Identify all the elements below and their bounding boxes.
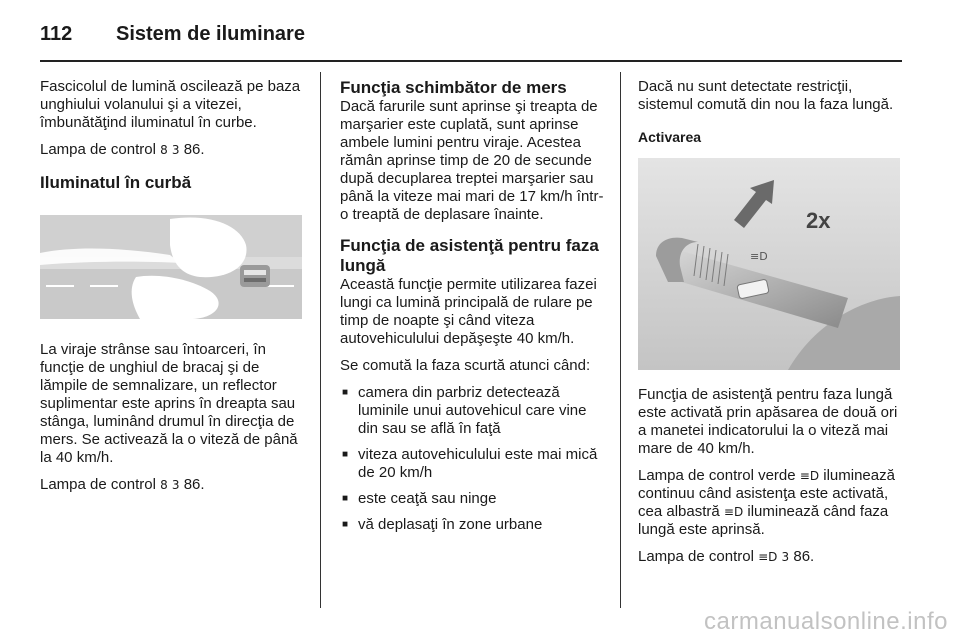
list-item: ■ viteza autovehiculului este mai mică de 20 km/h: [340, 446, 608, 482]
column-1: [40, 78, 302, 503]
paragraph-control-lamps: Lampa de control verde ≡D iluminează continuu când asistenţa este activată, cea albastră ≡D iluminează când faza lungă este aprinsă.: [638, 467, 895, 538]
page-number: 112: [40, 22, 73, 45]
ref-arrow-icon: 3: [781, 550, 790, 564]
curve-light-icon: 8: [160, 478, 168, 492]
column-2: [340, 78, 608, 542]
conditions-list: [340, 384, 608, 534]
indicator-lever-illustration: [638, 158, 900, 370]
heading-activation: Activarea: [638, 129, 702, 145]
header-divider: [40, 60, 902, 62]
ref-arrow-icon: 3: [171, 143, 180, 157]
list-item: ■ este ceaţă sau ninge: [340, 490, 608, 508]
paragraph-oscillating-beam: Fascicolul de lumină oscilează pe baza unghiului volanului şi a vitezei, îmbunătăţind iluminatul în curbe.: [40, 78, 301, 131]
page-header: [40, 18, 305, 50]
heading-high-beam-assist: Funcţia de asistenţă pentru faza lungă: [340, 236, 599, 275]
heading-gear-function: Funcţia schimbător de mers: [340, 78, 567, 97]
high-beam-assist-icon: ≡D: [758, 550, 778, 564]
paragraph-no-restrictions: Dacă nu sunt detectate restricţii, sistemul comută din nou la faza lungă.: [638, 78, 894, 113]
page-title: Sistem de iluminare: [116, 22, 305, 45]
watermark: carmanualsonline.info: [704, 608, 948, 635]
twice-press-label: 2x: [806, 208, 831, 233]
cornering-light-illustration: [40, 215, 302, 319]
paragraph-gear-function: Dacă farurile sunt aprinse şi treapta de marşarier este cuplată, sunt aprinse ambele lumini pentru viraje. Acestea rămân aprinse timp de 20 de secunde după decuplarea treptei marşarier sau până la viteze mai mari de 17 km/h într-o treaptă de deplasare înainte.: [340, 98, 604, 223]
curve-light-icon: 8: [160, 143, 168, 157]
high-beam-assist-green-icon: ≡D: [799, 469, 820, 483]
column-divider-2: [620, 72, 621, 608]
heading-cornering-light: Iluminatul în curbă: [40, 173, 192, 192]
control-lamp-ref-2: Lampa de control 8 3 86.: [40, 476, 205, 493]
column-divider-1: [320, 72, 321, 608]
list-item: ■ camera din parbriz detectează luminile unui autovehicul care vine din sau se află în faţă: [340, 384, 608, 438]
paragraph-switch-low-beam: Se comută la faza scurtă atunci când:: [340, 357, 591, 374]
high-beam-blue-icon: ≡D: [723, 505, 744, 519]
list-item: ■ vă deplasaţi în zone urbane: [340, 516, 608, 534]
paragraph-activation: Funcţia de asistenţă pentru faza lungă este activată prin apăsarea de două ori a manetei indicatorului la o viteză mai mare de 40 km/h.: [638, 386, 898, 457]
paragraph-cornering-description: La viraje strânse sau întoarceri, în funcţie de unghiul de bracaj şi de lămpile de semnalizare, un reflector suplimentar este aprins în dreapta sau stânga, luminând drumul în direcţia de mers. Se activează la o viteză de până la 40 km/h.: [40, 341, 298, 466]
control-lamp-ref-3: Lampa de control ≡D 3 86.: [638, 548, 815, 565]
paragraph-high-beam-assist: Această funcţie permite utilizarea fazei lungi ca lumină principală de rulare pe timp de noapte şi când viteza autovehiculului depăşeşte 40 km/h.: [340, 276, 597, 347]
hba-lever-icon: ≡D: [750, 250, 768, 263]
control-lamp-ref-1: Lampa de control 8 3 86.: [40, 141, 205, 158]
column-3: [638, 78, 900, 575]
ref-arrow-icon: 3: [171, 478, 180, 492]
